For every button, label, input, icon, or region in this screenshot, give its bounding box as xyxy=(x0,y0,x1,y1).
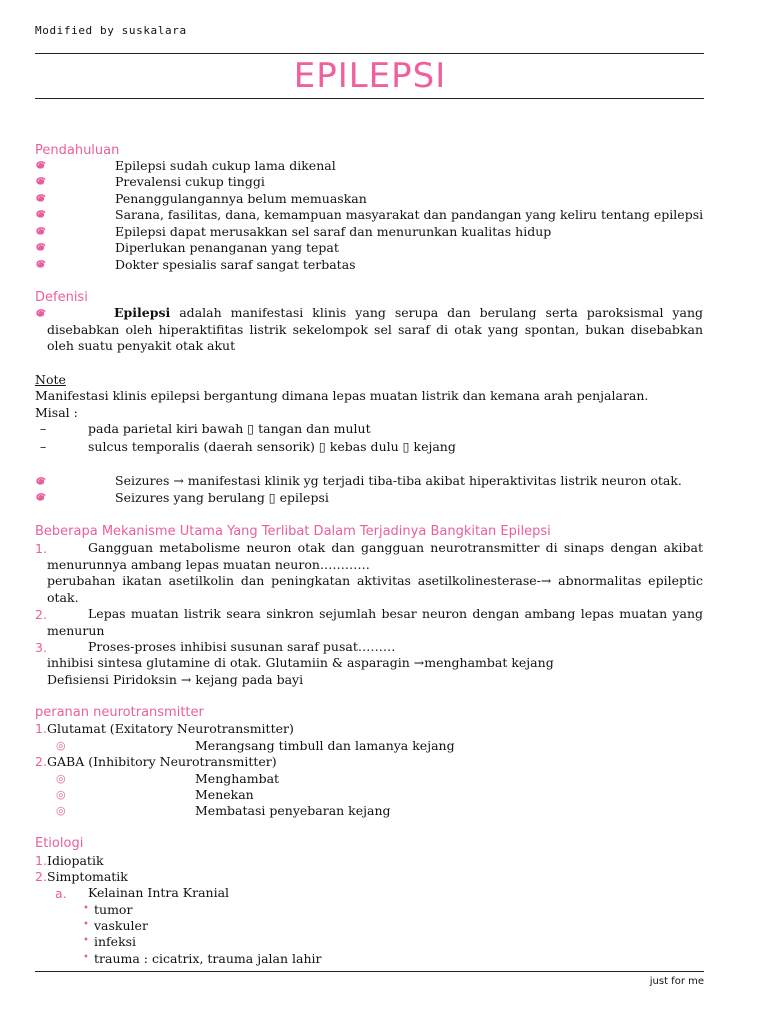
etiologi-detail: tumor xyxy=(94,902,133,917)
swirl-bullet-icon xyxy=(34,307,47,320)
list-item: Sarana, fasilitas, dana, kemampuan masyarakat dan pandangan yang keliru tentang epilepsi xyxy=(115,207,704,222)
list-number: 1. xyxy=(35,541,47,556)
etiologi-item: Simptomatik xyxy=(47,869,128,884)
ring-bullet-icon: ◎ xyxy=(56,788,66,801)
list-number: 1. xyxy=(35,721,47,736)
top-rule xyxy=(35,53,704,54)
list-item: Penanggulangannya belum memuaskan xyxy=(115,191,367,206)
ring-bullet-icon: ◎ xyxy=(56,739,66,752)
section-heading-mekanisme: Beberapa Mekanisme Utama Yang Terlibat Dalam Terjadinya Bangkitan Epilepsi xyxy=(35,524,551,539)
swirl-bullet-icon xyxy=(34,225,47,238)
ring-bullet-icon: ◎ xyxy=(56,804,66,817)
dot-bullet-icon: • xyxy=(83,919,89,930)
list-number: 2. xyxy=(35,754,47,769)
list-number: 1. xyxy=(35,853,47,868)
swirl-bullet-icon xyxy=(34,241,47,254)
neurotransmitter-subitem: Menghambat xyxy=(195,771,280,786)
list-item: Prevalensi cukup tinggi xyxy=(115,174,265,189)
seizure-line: Seizures yang berulang ▯ epilepsi xyxy=(115,490,329,505)
mechanism-item-continued: Defisiensi Piridoksin → kejang pada bayi xyxy=(47,672,304,687)
section-heading-etiologi: Etiologi xyxy=(35,836,84,851)
title-rule xyxy=(35,98,704,99)
list-item: Epilepsi dapat merusakkan sel saraf dan menurunkan kualitas hidup xyxy=(115,224,552,239)
seizure-line: Seizures → manifestasi klinik yg terjadi tiba-tiba akibat hiperaktivitas listrik neuron otak. xyxy=(115,473,682,488)
footer-rule xyxy=(35,971,704,972)
mechanism-item: Lepas muatan listrik seara sinkron sejumlah besar neuron dengan ambang lepas muatan yang menurun xyxy=(47,606,703,638)
footer-text: just for me xyxy=(649,976,704,987)
neurotransmitter-item: Glutamat (Exitatory Neurotransmitter) xyxy=(47,721,294,736)
etiologi-item: Idiopatik xyxy=(47,853,104,868)
section-heading-defenisi: Defenisi xyxy=(35,290,88,305)
etiologi-detail: vaskuler xyxy=(94,918,148,933)
neurotransmitter-subitem: Merangsang timbull dan lamanya kejang xyxy=(195,738,455,753)
header-text: Modified by suskalara xyxy=(35,24,187,37)
dot-bullet-icon: • xyxy=(83,903,89,914)
neurotransmitter-item: GABA (Inhibitory Neurotransmitter) xyxy=(47,754,277,769)
dash-item: pada parietal kiri bawah ▯ tangan dan mulut xyxy=(88,421,371,436)
note-misal: Misal : xyxy=(35,405,78,420)
list-item: Diperlukan penanganan yang tepat xyxy=(115,240,339,255)
neurotransmitter-subitem: Membatasi penyebaran kejang xyxy=(195,803,391,818)
mechanism-item-continued: inhibisi sintesa glutamine di otak. Glutamiin & asparagin →menghambat kejang xyxy=(47,655,554,670)
list-number: 2. xyxy=(35,869,47,884)
list-number: 3. xyxy=(35,640,47,655)
list-letter: a. xyxy=(55,886,67,901)
mechanism-item-continued: perubahan ikatan asetilkolin dan peningkatan aktivitas asetilkolinesterase-→ abnormalitas epileptic otak. xyxy=(47,573,703,605)
list-item: Epilepsi sudah cukup lama dikenal xyxy=(115,158,336,173)
dash-item: sulcus temporalis (daerah sensorik) ▯ kebas dulu ▯ kejang xyxy=(88,439,456,454)
list-item: Dokter spesialis saraf sangat terbatas xyxy=(115,257,356,272)
etiologi-detail: infeksi xyxy=(94,934,137,949)
swirl-bullet-icon xyxy=(34,475,47,488)
mechanism-item: Gangguan metabolisme neuron otak dan gangguan neurotransmitter di sinaps dengan akibat menurunnya ambang lepas muatan neuron………… xyxy=(47,540,703,572)
dot-bullet-icon: • xyxy=(83,952,89,963)
list-number: 2. xyxy=(35,607,47,622)
dot-bullet-icon: • xyxy=(83,935,89,946)
section-heading-neurotransmitter: peranan neurotransmitter xyxy=(35,705,204,720)
swirl-bullet-icon xyxy=(34,192,47,205)
etiologi-detail: trauma : cicatrix, trauma jalan lahir xyxy=(94,951,322,966)
ring-bullet-icon: ◎ xyxy=(56,772,66,785)
page-title: EPILEPSI xyxy=(293,56,447,96)
swirl-bullet-icon xyxy=(34,258,47,271)
neurotransmitter-subitem: Menekan xyxy=(195,787,254,802)
swirl-bullet-icon xyxy=(34,159,47,172)
section-heading-pendahuluan: Pendahuluan xyxy=(35,143,120,158)
dash-marker: – xyxy=(40,421,47,436)
etiologi-subitem: Kelainan Intra Kranial xyxy=(88,885,230,900)
definition-text: adalah manifestasi klinis yang serupa dan berulang serta paroksismal yang disebabkan oleh hiperaktifitas listrik sekelompok sel saraf di otak yang spontan, bukan disebabkan oleh suatu penyakit otak akut xyxy=(47,305,703,353)
dash-marker: – xyxy=(40,439,47,454)
swirl-bullet-icon xyxy=(34,491,47,504)
note-heading: Note xyxy=(35,372,66,387)
note-line: Manifestasi klinis epilepsi bergantung dimana lepas muatan listrik dan kemana arah penjalaran. xyxy=(35,388,649,403)
definition-term: Epilepsi xyxy=(114,305,171,320)
definition-paragraph xyxy=(47,305,703,355)
swirl-bullet-icon xyxy=(34,175,47,188)
mechanism-item: Proses-proses inhibisi susunan saraf pusat……… xyxy=(88,639,396,654)
swirl-bullet-icon xyxy=(34,208,47,221)
